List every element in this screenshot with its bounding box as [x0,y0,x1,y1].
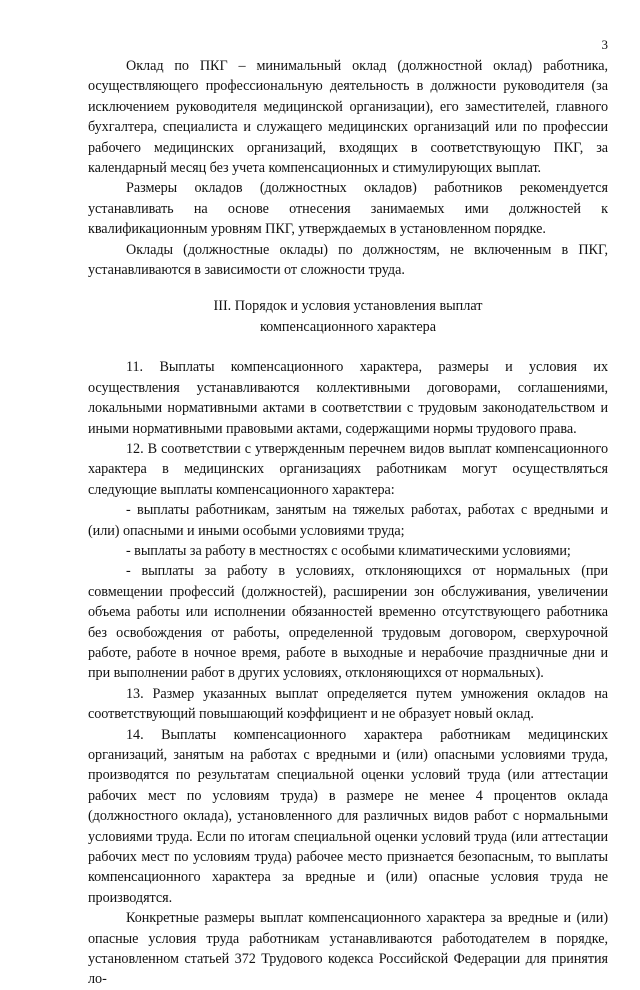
section-title-line-1: III. Порядок и условия установления выплат [213,298,483,315]
section-heading [88,296,608,337]
paragraph: 11. Выплаты компенсационного характера, размеры и условия их осуществления устанавливаются коллективными договорами, соглашениями, локальными нормативными актами в соответствии с трудовым законодательством и иными нормативными правовыми актами, содержащими нормы трудового права. [88,359,608,437]
paragraph: Оклад по ПКГ – минимальный оклад (должностной оклад) работника, осуществляющего профессиональную деятельность в должности руководителя (за исключением руководителя медицинской организации), его заместителей, главного бухгалтера, специалиста и служащего медицинских организаций или по профессии рабочего медицинских организаций, входящих в соответствующую ПКГ, за календарный месяц без учета компенсационных и стимулирующих выплат. [88,58,608,177]
section-title-line-2: компенсационного характера [259,318,437,335]
paragraph: 12. В соответствии с утвержденным перечнем видов выплат компенсационного характера в медицинских организациях работникам могут осуществляться следующие выплаты компенсационного характера: [88,440,608,498]
page-number: 3 [601,37,608,52]
list-item: - выплаты за работу в местностях с особыми климатическими условиями; [126,542,571,559]
paragraph: Конкретные размеры выплат компенсационного характера за вредные и (или) опасные условия труда работникам устанавливаются работодателем в порядке, установленном статьей 372 Трудового кодекса Российской Федерации для принятия ло- [88,910,608,988]
paragraph: 13. Размер указанных выплат определяется путем умножения окладов на соответствующий повышающий коэффициент и не образует новый оклад. [88,685,608,723]
document-body [88,56,608,990]
paragraph: Размеры окладов (должностных окладов) работников рекомендуется устанавливать на основе отнесения занимаемых ими должностей к квалификационным уровням ПКГ, утверждаемых в установленном порядке. [88,180,608,238]
paragraph: Оклады (должностные оклады) по должностям, не включенным в ПКГ, устанавливаются в зависимости от сложности труда. [88,241,608,279]
list-item: - выплаты работникам, занятым на тяжелых работах, работах с вредными и (или) опасными и иными особыми условиями труда; [88,502,608,539]
list-item: - выплаты за работу в условиях, отклоняющихся от нормальных (при совмещении профессий (должностей), расширении зон обслуживания, увеличении объема работы или исполнении обязанностей временно отсутствующего работника без освобождения от работы, определенной трудовым договором, сверхурочной работе, работе в ночное время, работе в выходные и нерабочие праздничные дни и при выполнении работ в других условиях, отклоняющихся от нормальных). [88,563,608,682]
paragraph: 14. Выплаты компенсационного характера работникам медицинских организаций, занятым на работах с вредными и (или) опасными условиями труда, производятся по результатам специальной оценки условий труда (или аттестации рабочих мест по условиям труда) в размере не менее 4 процентов оклада (должностного оклада), установленного для различных видов работ с нормальными условиями труда. Если по итогам специальной оценки условий труда (или аттестации рабочих мест по условиям труда) рабочее место признается безопасным, то выплаты компенсационного характера за вредные и (или) опасные условия труда не производятся. [88,726,608,906]
